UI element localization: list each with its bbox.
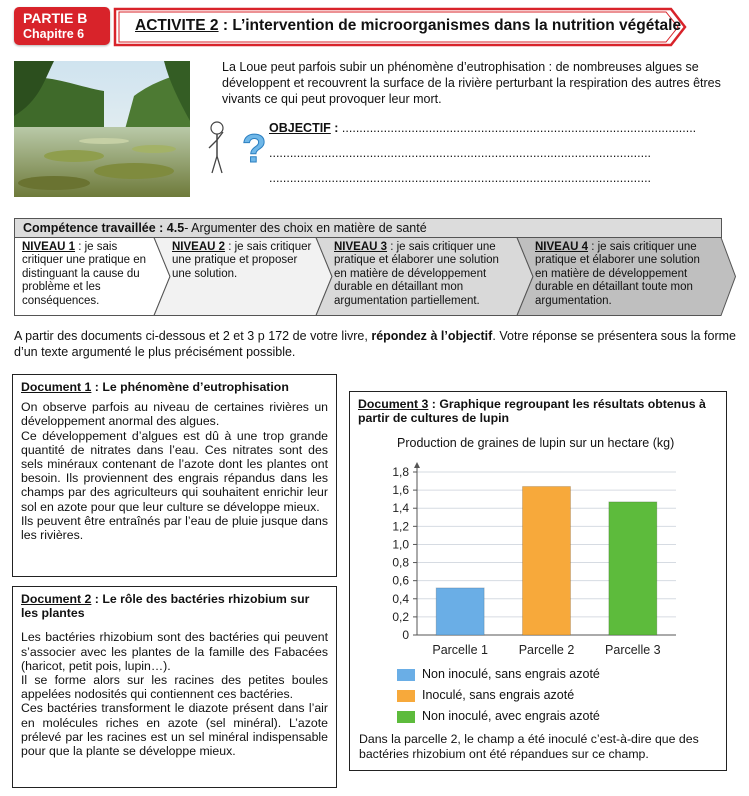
bar-3 [609, 502, 657, 635]
objective-dots-1: ...................................................................................................... [341, 121, 697, 135]
level-3-text: : je sais critiquer une pratique et élaborer une solution en matière de développement durable en détaillant mon argumentation partiellement. [334, 241, 499, 307]
bar-chart [360, 462, 700, 662]
legend-label: Non inoculé, sans engrais azoté [422, 667, 600, 681]
y-tick-label: 1,4 [392, 501, 409, 516]
document-1-label: Document 1 [21, 380, 92, 394]
document-1-paragraph: On observe parfois au niveau de certaines rivières un développement anormal des algues. [21, 400, 328, 429]
document-2-heading [21, 592, 328, 620]
legend-swatch [397, 711, 415, 723]
document-1-title: : Le phénomène d’eutrophisation [91, 380, 289, 394]
x-tick-label: Parcelle 3 [605, 643, 661, 657]
level-4-text: : je sais critiquer une pratique et élaborer une solution en matière de développement durable en détaillant toute mon argumentation. [535, 241, 700, 307]
competence-text: - Argumenter des choix en matière de santé [184, 221, 427, 235]
activity-title [135, 17, 681, 35]
level-3-name: NIVEAU 3 [334, 241, 388, 253]
legend-swatch [397, 690, 415, 702]
objective-line-3[interactable]: .............................................................................................................. [269, 171, 652, 185]
document-3-title: : Graphique regroupant les résultats obtenus à partir de cultures de lupin [358, 397, 706, 426]
part-badge [14, 7, 110, 45]
document-2-paragraph: Il se forme alors sur les racines des petites boules appelées nodosités qui contiennent ces bactéries. [21, 673, 328, 702]
objective-sep: : [330, 121, 342, 135]
y-tick-label: 1,8 [392, 465, 409, 479]
thinking-figure-icon [206, 118, 268, 178]
competence-bar [14, 218, 722, 238]
legend-entry [397, 706, 600, 727]
y-tick-label: 0 [402, 628, 409, 642]
activity-title-box [113, 7, 687, 47]
legend-entry [397, 664, 600, 685]
legend-entry [397, 685, 600, 706]
activity-title-text: L’intervention de microorganismes dans la nutrition végétale [232, 17, 682, 34]
level-1 [22, 241, 154, 308]
level-4-name: NIVEAU 4 [535, 241, 589, 253]
document-1-paragraph: Ce développement d’algues est dû à une trop grande quantité de nitrates dans l’eau. Ces nitrates sont des sels minéraux contenant de l’azote dont les plantes ont besoin. Ils proviennent des engrais répandus dans les champs par des agriculteurs qui souhaitent enrichir leur sol en azote pour que leur culture se développe mieux. [21, 428, 328, 514]
instruction-text [14, 328, 736, 360]
document-2 [12, 586, 337, 788]
part-label: PARTIE B [23, 10, 88, 26]
chapter-label: Chapitre 6 [23, 27, 85, 41]
objective-label: OBJECTIF [269, 121, 331, 135]
document-2-title: : Le rôle des bactéries rhizobium sur les plantes [21, 592, 310, 621]
y-axis-arrow [414, 462, 420, 468]
document-1 [12, 374, 337, 577]
document-2-paragraph: Les bactéries rhizobium sont des bactéries qui peuvent s’associer avec les plantes de la famille des Fabacées (haricot, petit pois, lupin…). [21, 630, 328, 673]
document-2-paragraph: Ces bactéries transforment le diazote présent dans l’air en molécules riches en azote (sel minéral). L’azote prélevé par les racines est un sel minéral indispensable pour que la plante se développe mieux. [21, 701, 328, 759]
activity-number: ACTIVITE 2 [135, 17, 219, 34]
y-tick-label: 1,6 [392, 483, 409, 498]
instruction-before: A partir des documents ci-dessous et 2 et 3 p 172 de votre livre, [14, 329, 372, 343]
y-tick-label: 1,0 [392, 537, 409, 552]
legend-swatch [397, 669, 415, 681]
bar-1 [436, 588, 484, 635]
level-2 [172, 241, 314, 281]
document-2-label: Document 2 [21, 592, 92, 606]
document-1-heading [21, 380, 328, 394]
y-tick-label: 0,2 [392, 609, 409, 624]
x-tick-label: Parcelle 1 [432, 643, 488, 657]
bar-2 [523, 486, 571, 635]
level-4 [535, 241, 715, 308]
x-tick-label: Parcelle 2 [518, 643, 575, 657]
document-1-paragraph: Ils peuvent être entraînés par l’eau de pluie jusque dans les rivières. [21, 513, 328, 543]
level-1-name: NIVEAU 1 [22, 241, 76, 253]
y-tick-label: 0,4 [392, 591, 409, 606]
levels-row [14, 237, 736, 316]
svg-text:?: ? [242, 127, 267, 171]
activity-sep: : [218, 17, 233, 34]
y-tick-label: 0,8 [392, 555, 409, 570]
objective-line-1[interactable] [269, 121, 696, 135]
level-3 [334, 241, 514, 308]
y-tick-label: 0,6 [392, 573, 409, 588]
document-3-caption: Dans la parcelle 2, le champ a été inoculé c’est-à-dire que des bactéries rhizobium ont été répandues sur ce champ. [359, 732, 699, 761]
legend-label: Inoculé, sans engrais azoté [422, 688, 575, 702]
level-1-text: : je sais critiquer une pratique en distinguant la cause du problème et les conséquences. [22, 241, 147, 307]
chart-legend [397, 664, 600, 727]
document-3-label: Document 3 [358, 397, 429, 411]
level-2-text: : je sais critiquer une pratique et proposer une solution. [172, 241, 312, 280]
river-photo [14, 61, 190, 197]
intro-text: La Loue peut parfois subir un phénomène d’eutrophisation : de nombreuses algues se développent et recouvrent la surface de la rivière perturbant la respiration des autres êtres vivants ce qui peut provoquer leur mort. [222, 60, 721, 106]
document-3-heading [358, 397, 718, 425]
objective-line-2[interactable]: .............................................................................................................. [269, 146, 652, 160]
competence-label: Compétence travaillée : 4.5 [23, 221, 185, 235]
legend-label: Non inoculé, avec engrais azoté [422, 709, 600, 723]
instruction-after: . Votre réponse se présentera sous la forme d’un texte argumenté le plus précisément possible. [14, 329, 736, 359]
document-3 [349, 391, 727, 771]
chart-title: Production de graines de lupin sur un hectare (kg) [397, 436, 675, 450]
y-tick-label: 1,2 [392, 519, 409, 534]
level-2-name: NIVEAU 2 [172, 241, 226, 253]
instruction-bold: répondez à l’objectif [371, 329, 493, 343]
